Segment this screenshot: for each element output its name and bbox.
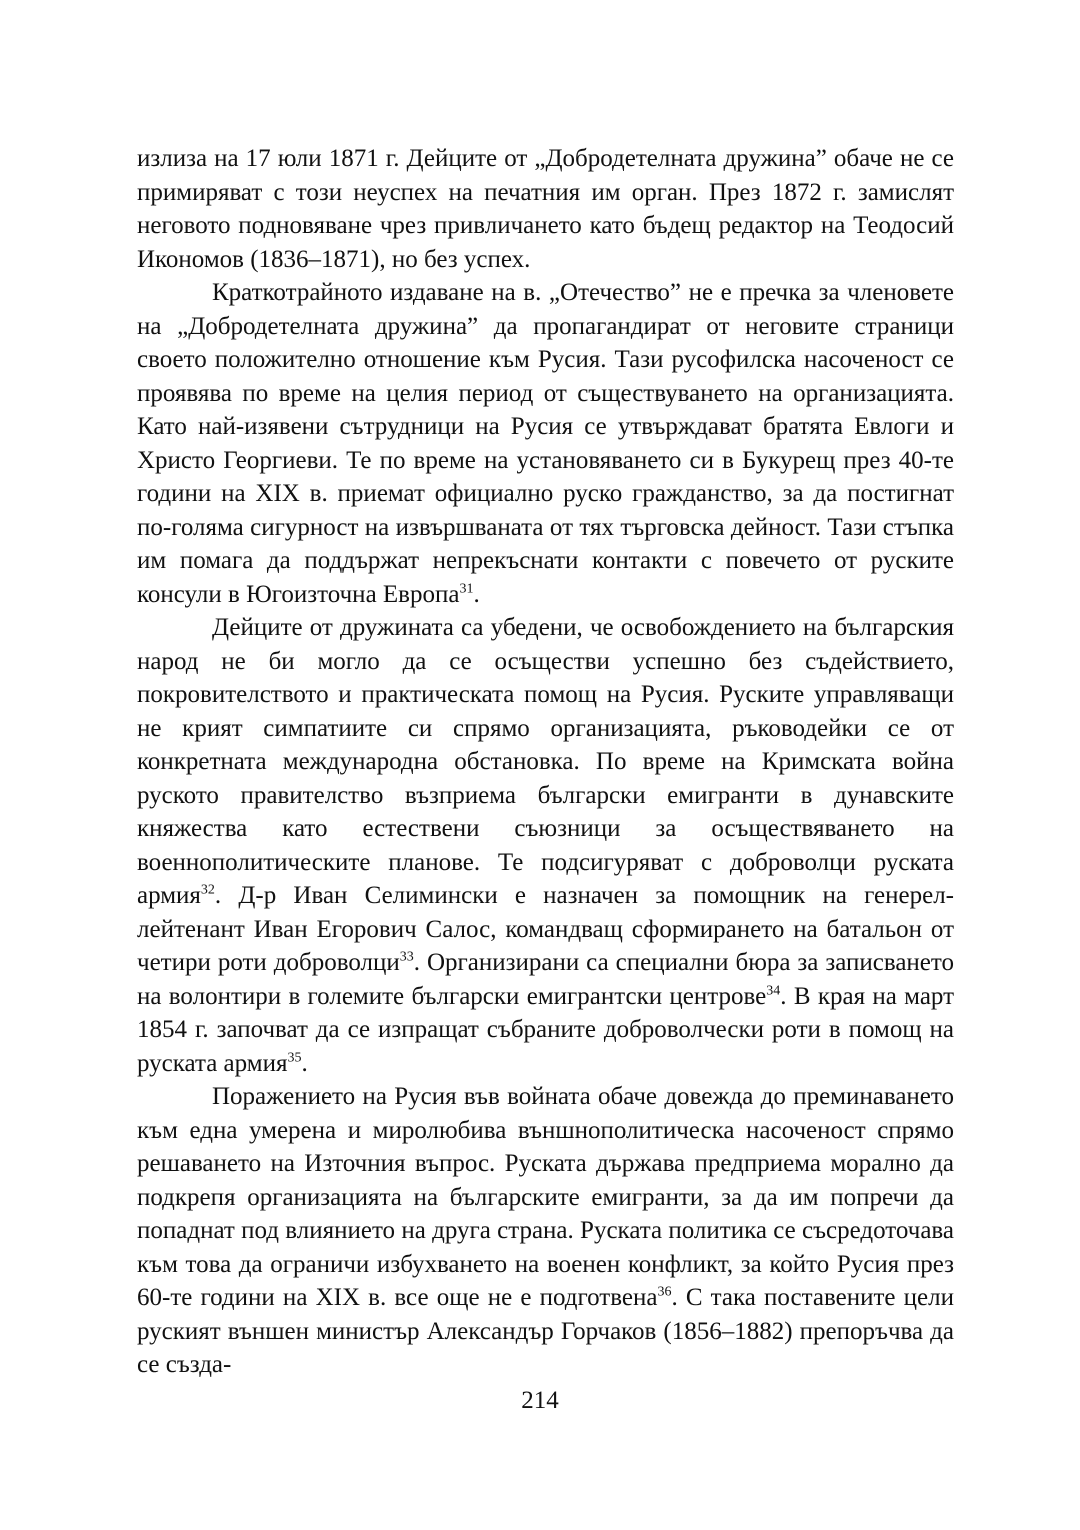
paragraph-3: [137, 611, 954, 1080]
page-body: [137, 142, 954, 1382]
footnote-ref-36[interactable]: 36: [657, 1284, 672, 1300]
paragraph-3-text-c: . Организирани са специални бюра за записването на волонтири в големите български емигрантски центрове: [137, 949, 954, 1010]
paragraph-2-end: .: [473, 580, 480, 608]
paragraph-3-text-a: Дейците от дружината са убедени, че освобождението на българския народ не би могло да се осъществи успешно без съдействието, покровителството и практическата помощ на Русия. Руските управляващи не крият симпатиите си спрямо организацията, ръководейки се от конкретната международна обстановка. По време на Кримската война руското правителство възприема български емигранти в дунавските княжества като естествени съюзници за осъществяването на военнополитическите планове. Те подсигуряват с доброволци руската армия: [137, 614, 954, 909]
page-number: 214: [521, 1387, 559, 1414]
footnote-ref-35[interactable]: 35: [287, 1050, 302, 1066]
paragraph-1: [137, 142, 954, 276]
paragraph-4-text-b: . С така поставените цели руският външен министър Александър Горчаков (1856–1882) препоръчва да се създа-: [137, 1284, 954, 1378]
paragraph-2: [137, 276, 954, 611]
paragraph-4-text-a: Поражението на Русия във войната обаче довежда до преминаването към една умерена и миролюбива външнополитическа насоченост спрямо решаването на Източния въпрос. Руската държава предприема морално да подкрепя организацията на българските емигранти, за да им попречи да попаднат под влиянието на друга страна. Руската политика се съсредоточава към това да ограничи избухването на военен конфликт, за който Русия през 60-те години на XIX в. все още не е подготвена: [137, 1083, 954, 1311]
paragraph-3-text-d: . В края на март 1854 г. започват да се изпращат събраните доброволчески роти в помощ на руската армия: [137, 982, 955, 1077]
paragraph-1-text: излиза на 17 юли 1871 г. Дейците от „Добродетелната дружина” обаче не се примиряват с този неуспех на печатния им орган. През 1872 г. замислят неговото подновяване чрез привличането като бъдещ редактор на Теодосий Икономов (1836–1871), но без успех.: [137, 145, 954, 273]
paragraph-3-end: .: [301, 1049, 308, 1077]
paragraph-3-text-b: . Д-р Иван Селимински е назначен за помощник на генерел-лейтенант Иван Егорович Салос, командващ сформирането на батальон от четири роти доброволци: [137, 882, 954, 976]
footnote-ref-34[interactable]: 34: [766, 983, 781, 999]
footnote-ref-33[interactable]: 33: [399, 949, 414, 965]
paragraph-2-text: Краткотрайното издаване на в. „Отечество” не е пречка за членовете на „Добродетелната дружина” да пропагандират от неговите страници своето положително отношение към Русия. Тази русофилска насоченост се проявява по време на целия период от съществуването на организацията. Като най-изявени сътрудници на Русия се утвърждават братята Евлоги и Христо Георгиеви. Те по време на установяването си в Букурещ през 40-те години на XIX в. приемат официално руско гражданство, за да постигнат по-голяма сигурност на извършваната от тях търговска дейност. Тази стъпка им помага да поддържат непрекъснати контакти с повечето от руските консули в Югоизточна Европа: [137, 279, 954, 608]
footnote-ref-31[interactable]: 31: [459, 581, 474, 597]
paragraph-4: [137, 1080, 954, 1382]
footnote-ref-32[interactable]: 32: [200, 882, 215, 898]
